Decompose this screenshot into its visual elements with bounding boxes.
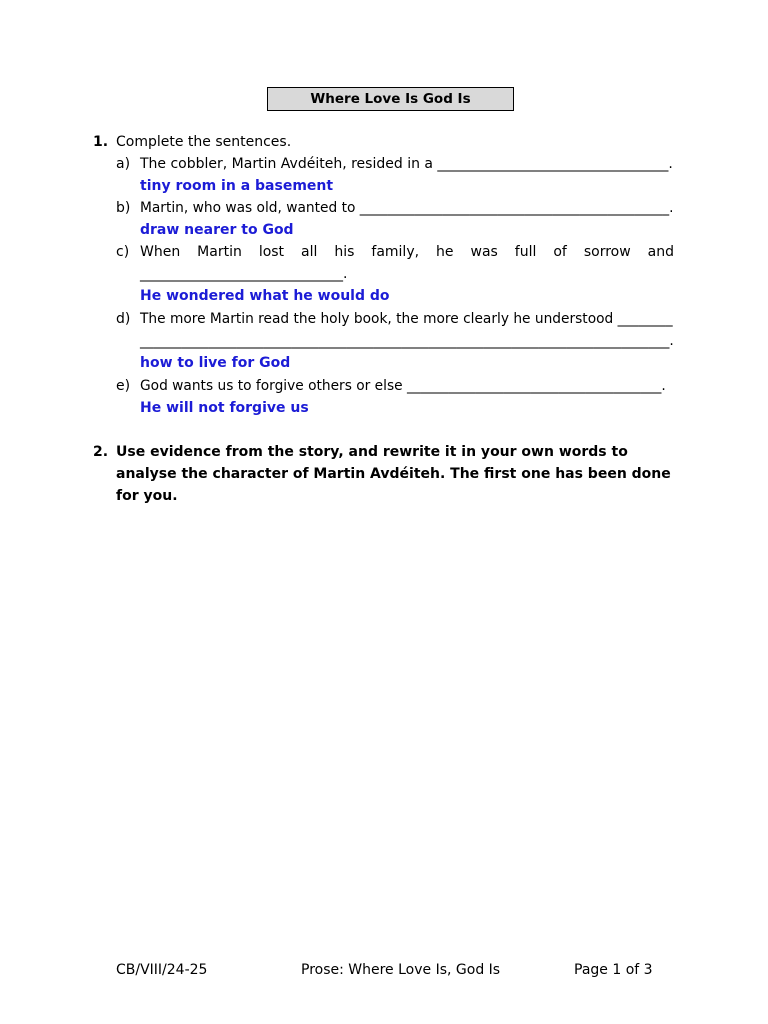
item-c-word: sorrow <box>583 244 631 260</box>
item-b-answer: draw nearer to God <box>140 222 294 238</box>
item-c-word: and <box>647 244 674 260</box>
item-a-letter: a) <box>116 156 131 172</box>
item-c-word: Martin <box>197 244 242 260</box>
item-e-answer: He will not forgive us <box>140 400 309 416</box>
footer-title: Prose: Where Love Is, God Is <box>301 962 501 978</box>
footer-code: CB/VIII/24-25 <box>116 962 208 978</box>
item-c-word: of <box>553 244 567 260</box>
item-b-sentence: Martin, who was old, wanted to _____________________________________________. <box>140 200 674 216</box>
item-c-word: he <box>436 244 454 260</box>
question-1-prompt: Complete the sentences. <box>116 134 292 150</box>
question-1-number: 1. <box>93 134 109 150</box>
item-c-word: full <box>514 244 537 260</box>
item-c-blank: _____________________________. <box>140 266 348 282</box>
item-c-word: his <box>334 244 355 260</box>
item-b-letter: b) <box>116 200 131 216</box>
item-e-sentence: God wants us to forgive others or else _____________________________________. <box>140 378 666 394</box>
item-c-word: was <box>470 244 498 260</box>
worksheet-title: Where Love Is God Is <box>267 87 514 111</box>
item-c-word: lost <box>258 244 285 260</box>
item-c-word: all <box>301 244 318 260</box>
item-c-word: When <box>140 244 181 260</box>
item-c-letter: c) <box>116 244 130 260</box>
item-c-sentence <box>140 241 674 263</box>
item-d-letter: d) <box>116 311 131 327</box>
item-a-answer: tiny room in a basement <box>140 178 334 194</box>
item-d-blank: _____________________________________________________________________________. <box>140 333 674 349</box>
question-2-text: Use evidence from the story, and rewrite it in your own words to analyse the character of Martin Avdéiteh. The first one has been done for you. <box>116 444 671 504</box>
item-c-word: family, <box>371 244 420 260</box>
item-d-answer: how to live for God <box>140 355 291 371</box>
item-d-sentence: The more Martin read the holy book, the more clearly he understood ________ <box>140 311 673 327</box>
question-2-number: 2. <box>93 444 109 460</box>
item-a-sentence: The cobbler, Martin Avdéiteh, resided in a _________________________________. <box>140 156 673 172</box>
footer-page-number: Page 1 of 3 <box>574 962 653 978</box>
item-e-letter: e) <box>116 378 131 394</box>
item-c-answer: He wondered what he would do <box>140 288 390 304</box>
